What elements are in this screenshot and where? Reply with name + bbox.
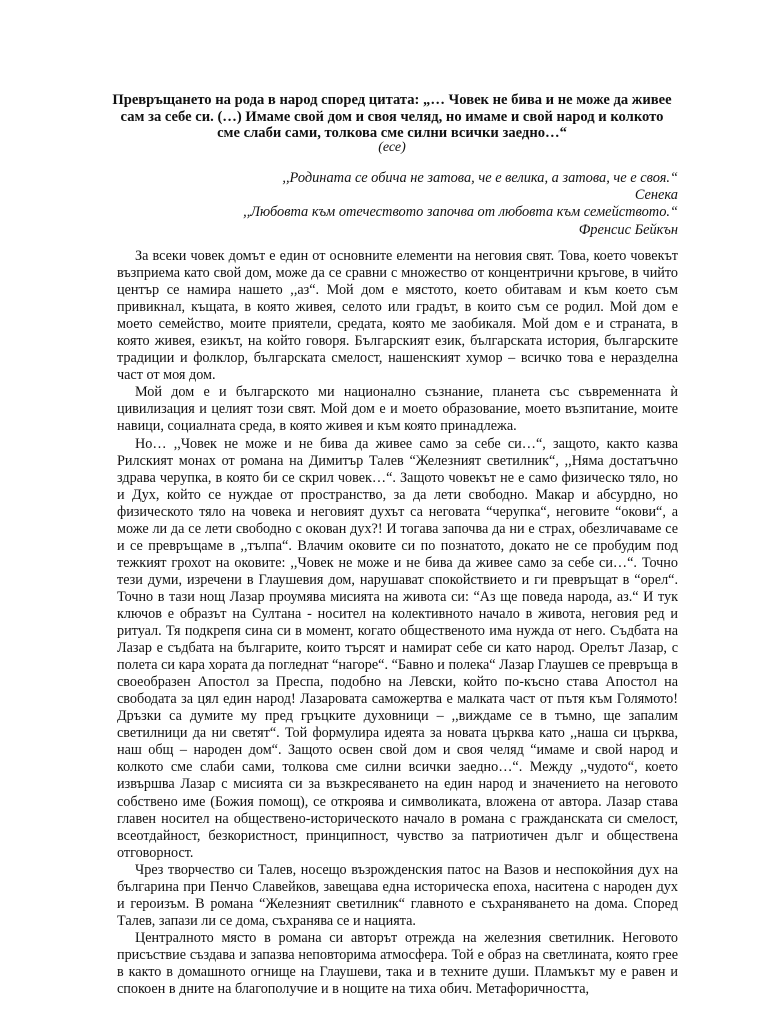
essay-body (117, 248, 678, 998)
paragraph-2: Мой дом е и българското ми национално съзнание, планета със съвременната ѝ цивилизация и целият този свят. Мой дом е и моето образование, моето възпитание, моите навици, социалната среда, в която живея и към която принадлежа. (117, 384, 678, 435)
paragraph-4: Чрез творчество си Талев, носещо възрожденския патос на Вазов и неспокойния дух на българина при Пенчо Славейков, завещава една историческа епоха, наситена с народен дух и героизъм. В романа “Железният светилник“ главното е съхраняването на дома. Според Талев, запази ли се дома, съхранява се и нацията. (117, 861, 678, 929)
epigraph-author-2: Френсис Бейкън (578, 221, 678, 238)
epigraph-quote-1: ,,Родината се обича не затова, че е велика, а затова, че е своя.“ (282, 170, 678, 186)
paragraph-3: Но… ,,Човек не може и не бива да живее само за себе си…“, защото, както казва Рилският монах от романа на Димитър Талев “Железният светилник“, ,,Няма достатъчно здрава черупка, в която би се скрил човек…“. Защото човекът не е само физическо тяло, но и Дух, който се нуждае от пространство, за да лети свободно. Макар и абсурдно, но физическото тяло на човека и неговият духът са неговата “черупка“, неговите “окови“, а може ли да се лети свободно с окован дух?! И тогава започва да ни е страх, обезличаваме се и се превръщаме в ,,тълпа“. Влачим оковите си по познатото, докато не се пробудим под тежкият грохот на оковите: ,,Човек не може и не бива да живее само за себе си…“. Точно тези думи, изречени в Глаушевия дом, нарушават спокойствието и ги превръщат в “орел“. Точно в тази нощ Лазар проумява мисията на живота си: “Аз ще поведа народа, аз.“ И тук ключов е образът на Султана - носител на колективното начало в живота, неговия ред и ритуал. Тя подкрепя сина си в момент, когато общественото има нужда от него. Съдбата на Лазар е съдбата на българите, които търсят и намират себе си като народ. Орелът Лазар, с полета си кара хората да погледнат “нагоре“. “Бавно и полека“ Лазар Глаушев се превръща в своеобразен Апостол за Преспа, подобно на Левски, който по-късно става Апостол на свободата за цял един народ! Лазаровата саможертва е малката част от пътя към Голямото! Дръзки са думите му пред гръцките духовници – ,,виждаме се в тъмно, ще запалим светилници да ни светят“. Той формулира идеята за новата църква като ,,наша си църква, наш общ – народен дом“. Защото освен свой дом и своя челяд “имаме и свой народ и колкото сме слаби сами, толкова сме силни всички заедно…“. Между ,,чудото“, което извършва Лазар с мисията си за възкресяването на един народ и значението на неговото собствено име (Божия помощ), се откроява и символиката, вложена от автора. Лазар става главен носител на обществено-историческото начало в романа с гражданската си смелост, всеотдайност, безкористност, принципност, чувство за патриотичен дълг и обществена отговорност. (117, 435, 678, 861)
epigraph-quote-2: ,,Любовта към отечеството започва от любовта към семейството.“ (243, 204, 678, 221)
paragraph-5: Централното място в романа си авторът отрежда на железния светилник. Неговото присъствие създава и запазва неповторима атмосфера. Той е образ на светлината, която грее в както в домашното огнище на Глаушеви, така и в техните души. Пламъкът му е равен и спокоен в дните на благополучие и в нощите на тиха обич. Метафоричността, (117, 929, 678, 998)
essay-title: Превръщането на рода в народ според цитата: „… Човек не бива и не може да живее сам за себе си. (…) Имаме свой дом и своя челяд, но имаме и свой народ и колкото сме слаби сами, толкова сме силни всички заедно…“ (112, 92, 672, 141)
epigraph-author-1: Сенека (634, 187, 678, 204)
epigraphs (118, 170, 678, 239)
paragraph-1: За всеки човек домът е един от основните елементи на неговия свят. Това, което човекът възприема като свой дом, може да се сравни с множество от концентрични кръгове, в чийто център се намира нашето ,,аз“. Мой дом е мястото, което обитавам и към което съм привикнал, къщата, в която живея, селото или градът, в които съм се родил. Мой дом е моето семейство, моите приятели, средата, която ме заобикаля. Мой дом е и страната, в която живея, езикът, на който говоря. Българският език, българската история, българските традиции и фолклор, българската смелост, нашенският хумор – всичко това е неразделна част от моя дом. (117, 248, 678, 384)
essay-subtitle: (есе) (378, 140, 406, 155)
